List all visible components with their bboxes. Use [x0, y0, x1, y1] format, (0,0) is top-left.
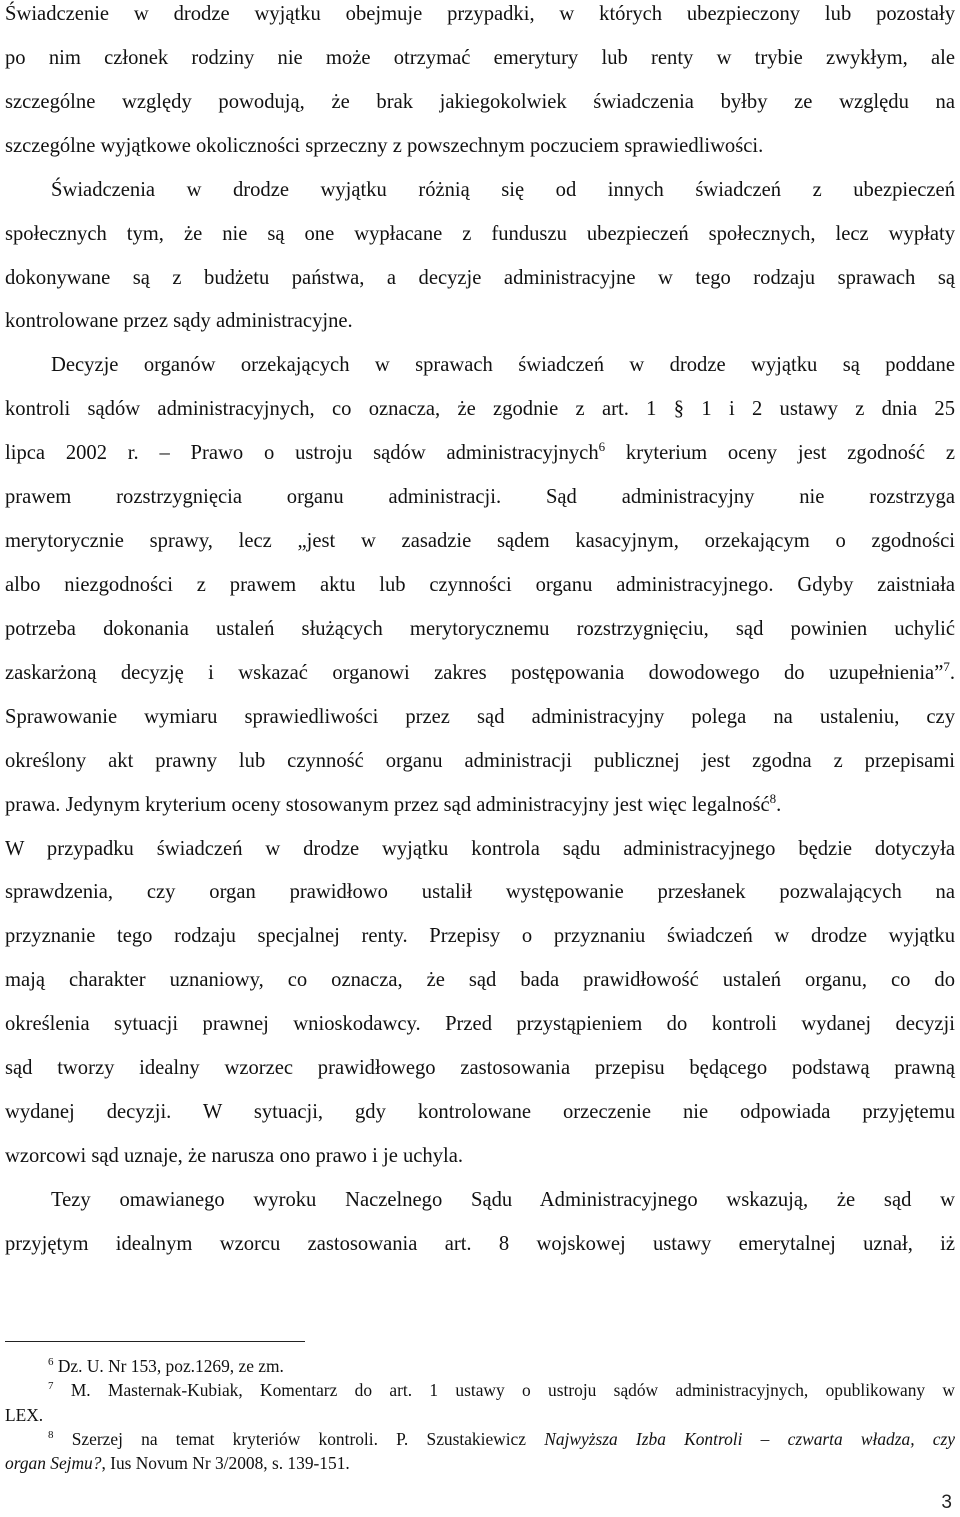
footnote-text: Dz. U. Nr 153, poz.1269, ze zm. — [53, 1356, 284, 1376]
body-line — [5, 661, 955, 685]
body-line: potrzeba dokonania ustaleń służących merytorycznemu rozstrzygnięciu, sąd powinien uchylić — [5, 618, 955, 640]
body-line: mają charakter uznaniowy, co oznacza, że sąd bada prawidłowość ustaleń organu, co do — [5, 969, 955, 991]
body-line: Świadczenie w drodze wyjątku obejmuje przypadki, w których ubezpieczony lub pozostały — [5, 3, 955, 25]
footnote-8 — [48, 1429, 955, 1449]
body-line: kontroli sądów administracyjnych, co oznacza, że zgodnie z art. 1 § 1 i 2 ustawy z dnia 25 — [5, 398, 955, 420]
body-line: albo niezgodności z prawem aktu lub czynności organu administracyjnego. Gdyby zaistniała — [5, 574, 955, 596]
body-text: lipca 2002 r. – Prawo o ustroju sądów administracyjnych — [5, 442, 599, 464]
body-line: Decyzje organów orzekających w sprawach świadczeń w drodze wyjątku są poddane — [51, 354, 955, 376]
footnote-8-continued — [5, 1453, 955, 1473]
body-text: prawa. Jedynym kryterium oceny stosowanym przez sąd administracyjny jest więc legalność — [5, 794, 770, 816]
body-line: określenia sytuacji prawnej wnioskodawcy. Przed przystąpieniem do kontroli wydanej decyzji — [5, 1013, 955, 1035]
footnote-text: , Ius Novum Nr 3/2008, s. 139-151. — [101, 1453, 350, 1473]
body-line: Sprawowanie wymiaru sprawiedliwości przez sąd administracyjny polega na ustaleniu, czy — [5, 706, 955, 728]
footnote-separator — [5, 1341, 305, 1342]
body-line: kontrolowane przez sądy administracyjne. — [5, 310, 353, 332]
body-text: . — [776, 794, 782, 816]
body-line: społecznych tym, że nie są one wypłacane z funduszu ubezpieczeń społecznych, lecz wypłaty — [5, 223, 955, 245]
footnote-6 — [48, 1356, 955, 1376]
footnote-ref-6[interactable]: 6 — [598, 439, 606, 454]
body-line: dokonywane są z budżetu państwa, a decyzje administracyjne w tego rodzaju sprawach są — [5, 267, 955, 289]
footnote-ref-8[interactable]: 8 — [769, 791, 777, 806]
body-line: wzorcowi sąd uznaje, że narusza ono prawo i je uchyla. — [5, 1145, 464, 1167]
body-line — [5, 793, 955, 817]
body-text: kryterium oceny jest zgodność z — [605, 442, 956, 464]
footnote-7 — [48, 1380, 955, 1400]
body-line: przyjętym idealnym wzorcu zastosowania art. 8 wojskowej ustawy emerytalnej uznał, iż — [5, 1233, 955, 1255]
body-line: Tezy omawianego wyroku Naczelnego Sądu Administracyjnego wskazują, że sąd w — [51, 1189, 955, 1211]
body-line: po nim członek rodziny nie może otrzymać emerytury lub renty w trybie zwykłym, ale — [5, 47, 955, 69]
body-line: szczególne względy powodują, że brak jakiegokolwiek świadczenia byłby ze względu na — [5, 91, 955, 113]
body-line: przyznanie tego rodzaju specjalnej renty. Przepisy o przyznaniu świadczeń w drodze wyjątku — [5, 925, 955, 947]
footnote-title: organ Sejmu? — [5, 1453, 102, 1473]
footnote-ref-7[interactable]: 7 — [943, 659, 950, 674]
body-text: zaskarżoną decyzję i wskazać organowi zakres postępowania dowodowego do uzupełnienia” — [5, 662, 944, 684]
footnote-number: 8 — [48, 1429, 54, 1441]
body-line: sprawdzenia, czy organ prawidłowo ustalił występowanie przesłanek pozwalających na — [5, 881, 955, 903]
body-line: szczególne wyjątkowe okoliczności sprzeczny z powszechnym poczuciem sprawiedliwości. — [5, 135, 764, 157]
body-line: Świadczenia w drodze wyjątku różnią się od innych świadczeń z ubezpieczeń — [51, 179, 955, 201]
footnote-number: 7 — [48, 1380, 54, 1392]
footnote-7-continued: LEX. — [5, 1405, 44, 1425]
body-line: W przypadku świadczeń w drodze wyjątku kontrola sądu administracyjnego będzie dotyczyła — [5, 838, 955, 860]
footnote-text: Szerzej na temat kryteriów kontroli. P. Szustakiewicz — [53, 1429, 545, 1449]
page-number: 3 — [941, 1492, 952, 1513]
footnote-number: 6 — [48, 1356, 54, 1368]
body-line — [5, 441, 955, 465]
body-line: określony akt prawny lub czynność organu administracji publicznej jest zgodna z przepisami — [5, 750, 955, 772]
body-line: sąd tworzy idealny wzorzec prawidłowego zastosowania przepisu będącego podstawą prawną — [5, 1057, 955, 1079]
body-line: merytorycznie sprawy, lecz „jest w zasadzie sądem kasacyjnym, orzekającym o zgodności — [5, 530, 955, 552]
body-line: prawem rozstrzygnięcia organu administracji. Sąd administracyjny nie rozstrzyga — [5, 486, 955, 508]
footnote-title: Najwyższa Izba Kontroli – czwarta władza, czy — [544, 1429, 956, 1449]
body-line: wydanej decyzji. W sytuacji, gdy kontrolowane orzeczenie nie odpowiada przyjętemu — [5, 1101, 955, 1123]
footnote-text: M. Masternak-Kubiak, Komentarz do art. 1 ustawy o ustroju sądów administracyjnych, opublikowany w — [53, 1380, 955, 1400]
body-text: . — [949, 662, 955, 684]
